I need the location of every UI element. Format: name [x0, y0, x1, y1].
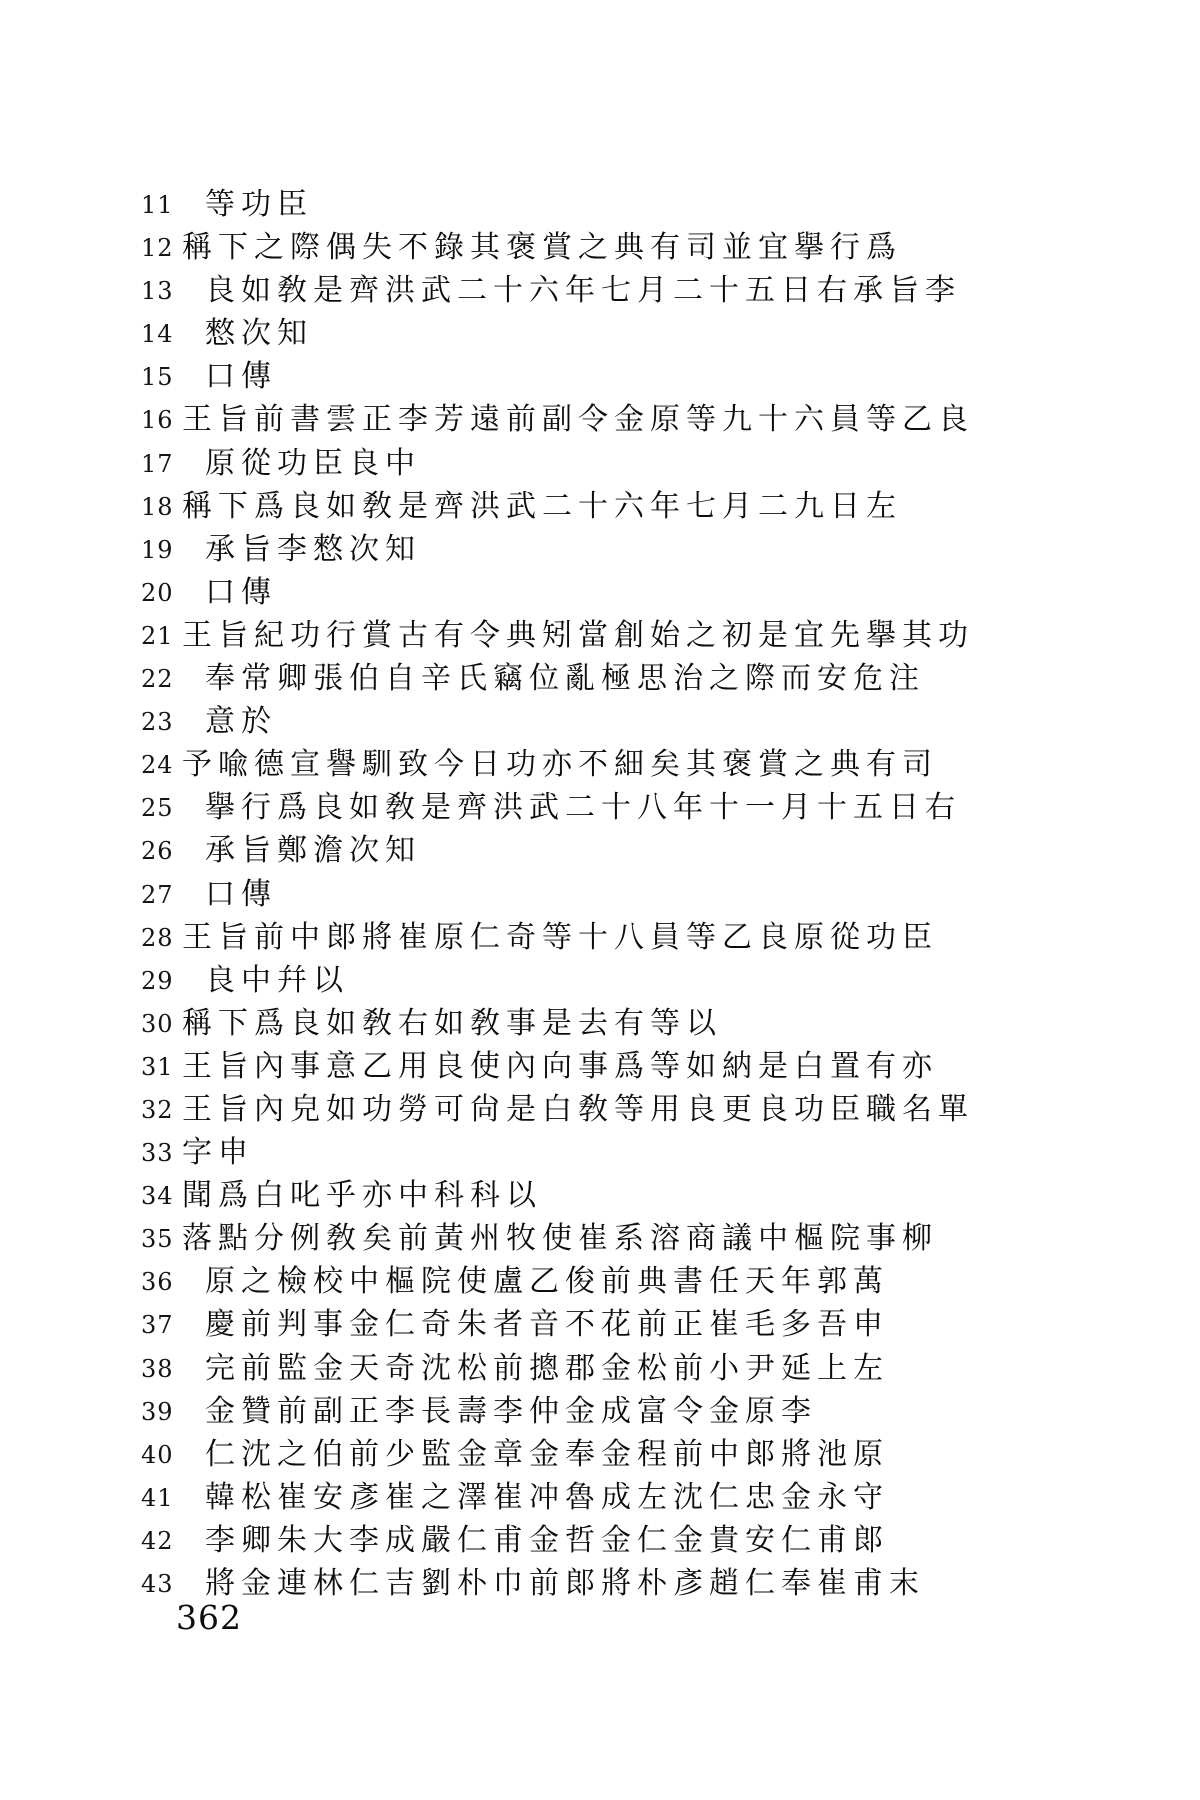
page-number: 362 [176, 1598, 242, 1637]
line-number: 14 [141, 320, 174, 349]
line-number: 41 [141, 1483, 174, 1512]
document-line [141, 617, 1141, 660]
line-text: 聞爲白叱乎亦中科科以 [182, 1178, 542, 1214]
line-text: 王旨前中郞將崔原仁奇等十八員等乙良原從功臣 [182, 919, 938, 955]
line-text: 稱下之際偶失不錄其褒賞之典有司並宜擧行爲 [182, 230, 902, 266]
document-line [141, 1091, 1141, 1134]
line-number: 35 [141, 1225, 174, 1254]
document-line [141, 789, 1141, 832]
line-text: 良中幷以 [205, 962, 349, 998]
line-text: 等功臣 [205, 187, 313, 222]
line-text: 憗次知 [205, 316, 313, 352]
document-line [141, 229, 1141, 272]
line-number: 26 [141, 837, 174, 866]
line-text: 口傳 [205, 574, 277, 610]
line-text: 口傳 [205, 359, 277, 395]
line-number: 16 [141, 406, 174, 435]
line-number: 15 [141, 363, 174, 392]
line-number: 24 [141, 751, 174, 780]
line-number: 11 [141, 191, 174, 219]
line-text: 予喩德宣譽馴致今日功亦不細矣其褒賞之典有司 [182, 747, 938, 783]
document-line [141, 272, 1141, 315]
line-text: 王旨紀功行賞古有令典矧當創始之初是宜先擧其功 [182, 617, 974, 653]
document-line [141, 1048, 1141, 1091]
line-text: 將金連林仁吉劉朴巾前郞將朴彥趙仁奉崔甫末 [205, 1566, 925, 1601]
line-number: 20 [141, 578, 174, 607]
line-number: 25 [141, 794, 174, 823]
text-block [141, 186, 1141, 1608]
line-text: 李卿朱大李成嚴仁甫金哲金仁金貴安仁甫郞 [205, 1522, 889, 1558]
line-text: 承旨鄭澹次知 [205, 833, 421, 869]
line-text: 原從功臣良中 [205, 445, 421, 481]
document-line [141, 832, 1141, 875]
document-line [141, 1350, 1141, 1393]
line-text: 金贊前副正李長壽李仲金成富令金原李 [205, 1393, 817, 1429]
line-number: 17 [141, 449, 174, 478]
line-text: 完前監金天奇沈松前摠郡金松前小尹延上左 [205, 1350, 889, 1386]
line-text: 慶前判事金仁奇朱者音不花前正崔毛多吾申 [205, 1307, 889, 1343]
line-text: 落點分例敎矣前黃州牧使崔系溶商議中樞院事柳 [182, 1221, 938, 1257]
document-line [141, 1263, 1141, 1306]
line-number: 33 [141, 1139, 174, 1168]
document-line [141, 962, 1141, 1005]
document-line [141, 703, 1141, 746]
line-text: 王旨前書雲正李芳遠前副令金原等九十六員等乙良 [182, 402, 974, 438]
document-line [141, 186, 1141, 229]
line-number: 19 [141, 535, 174, 564]
line-text: 字申 [182, 1135, 254, 1171]
document-line [141, 1479, 1141, 1522]
line-text: 擧行爲良如敎是齊洪武二十八年十一月十五日右 [205, 790, 961, 826]
line-number: 30 [141, 1009, 174, 1038]
document-line [141, 1306, 1141, 1349]
document-line [141, 531, 1141, 574]
document-line [141, 488, 1141, 531]
document-line [141, 746, 1141, 789]
document-line [141, 1134, 1141, 1177]
line-number: 39 [141, 1397, 174, 1426]
line-text: 韓松崔安彥崔之澤崔冲魯成左沈仁忠金永守 [205, 1479, 889, 1515]
line-text: 意於 [205, 704, 277, 740]
line-number: 28 [141, 923, 174, 952]
document-line [141, 660, 1141, 703]
line-number: 38 [141, 1354, 174, 1383]
line-number: 12 [141, 234, 174, 263]
line-text: 承旨李憗次知 [205, 531, 421, 567]
line-text: 原之檢校中樞院使盧乙俊前典書任天年郭萬 [205, 1264, 889, 1300]
line-number: 43 [141, 1570, 174, 1598]
line-text: 良如敎是齊洪武二十六年七月二十五日右承旨李 [205, 273, 961, 309]
line-number: 13 [141, 277, 174, 306]
document-line [141, 1436, 1141, 1479]
line-number: 36 [141, 1268, 174, 1297]
document-line [141, 1220, 1141, 1263]
line-text: 奉常卿張伯自辛氏竊位亂極思治之際而安危注 [205, 661, 925, 697]
line-number: 31 [141, 1052, 174, 1081]
line-number: 42 [141, 1526, 174, 1555]
line-text: 稱下爲良如敎是齊洪武二十六年七月二九日左 [182, 488, 902, 524]
document-line [141, 1565, 1141, 1608]
line-text: 口傳 [205, 876, 277, 912]
line-number: 23 [141, 708, 174, 737]
line-text: 稱下爲良如敎右如敎事是去有等以 [182, 1005, 722, 1041]
document-line [141, 1522, 1141, 1565]
line-number: 27 [141, 880, 174, 909]
line-number: 29 [141, 966, 174, 995]
line-number: 37 [141, 1311, 174, 1340]
line-number: 40 [141, 1440, 174, 1469]
document-line [141, 876, 1141, 919]
line-number: 32 [141, 1095, 174, 1124]
document-line [141, 401, 1141, 444]
line-number: 34 [141, 1182, 174, 1211]
document-line [141, 1393, 1141, 1436]
document-line [141, 919, 1141, 962]
line-text: 王旨內事意乙用良使內向事爲等如納是白置有亦 [182, 1048, 938, 1084]
document-line [141, 1177, 1141, 1220]
line-number: 21 [141, 621, 174, 650]
line-number: 22 [141, 665, 174, 694]
document-line [141, 445, 1141, 488]
document-line [141, 574, 1141, 617]
line-text: 仁沈之伯前少監金章金奉金程前中郞將池原 [205, 1436, 889, 1472]
line-text: 王旨內皃如功勞可尙是白敎等用良更良功臣職名單 [182, 1091, 974, 1127]
document-line [141, 358, 1141, 401]
line-number: 18 [141, 492, 174, 521]
document-line [141, 1005, 1141, 1048]
document-line [141, 315, 1141, 358]
